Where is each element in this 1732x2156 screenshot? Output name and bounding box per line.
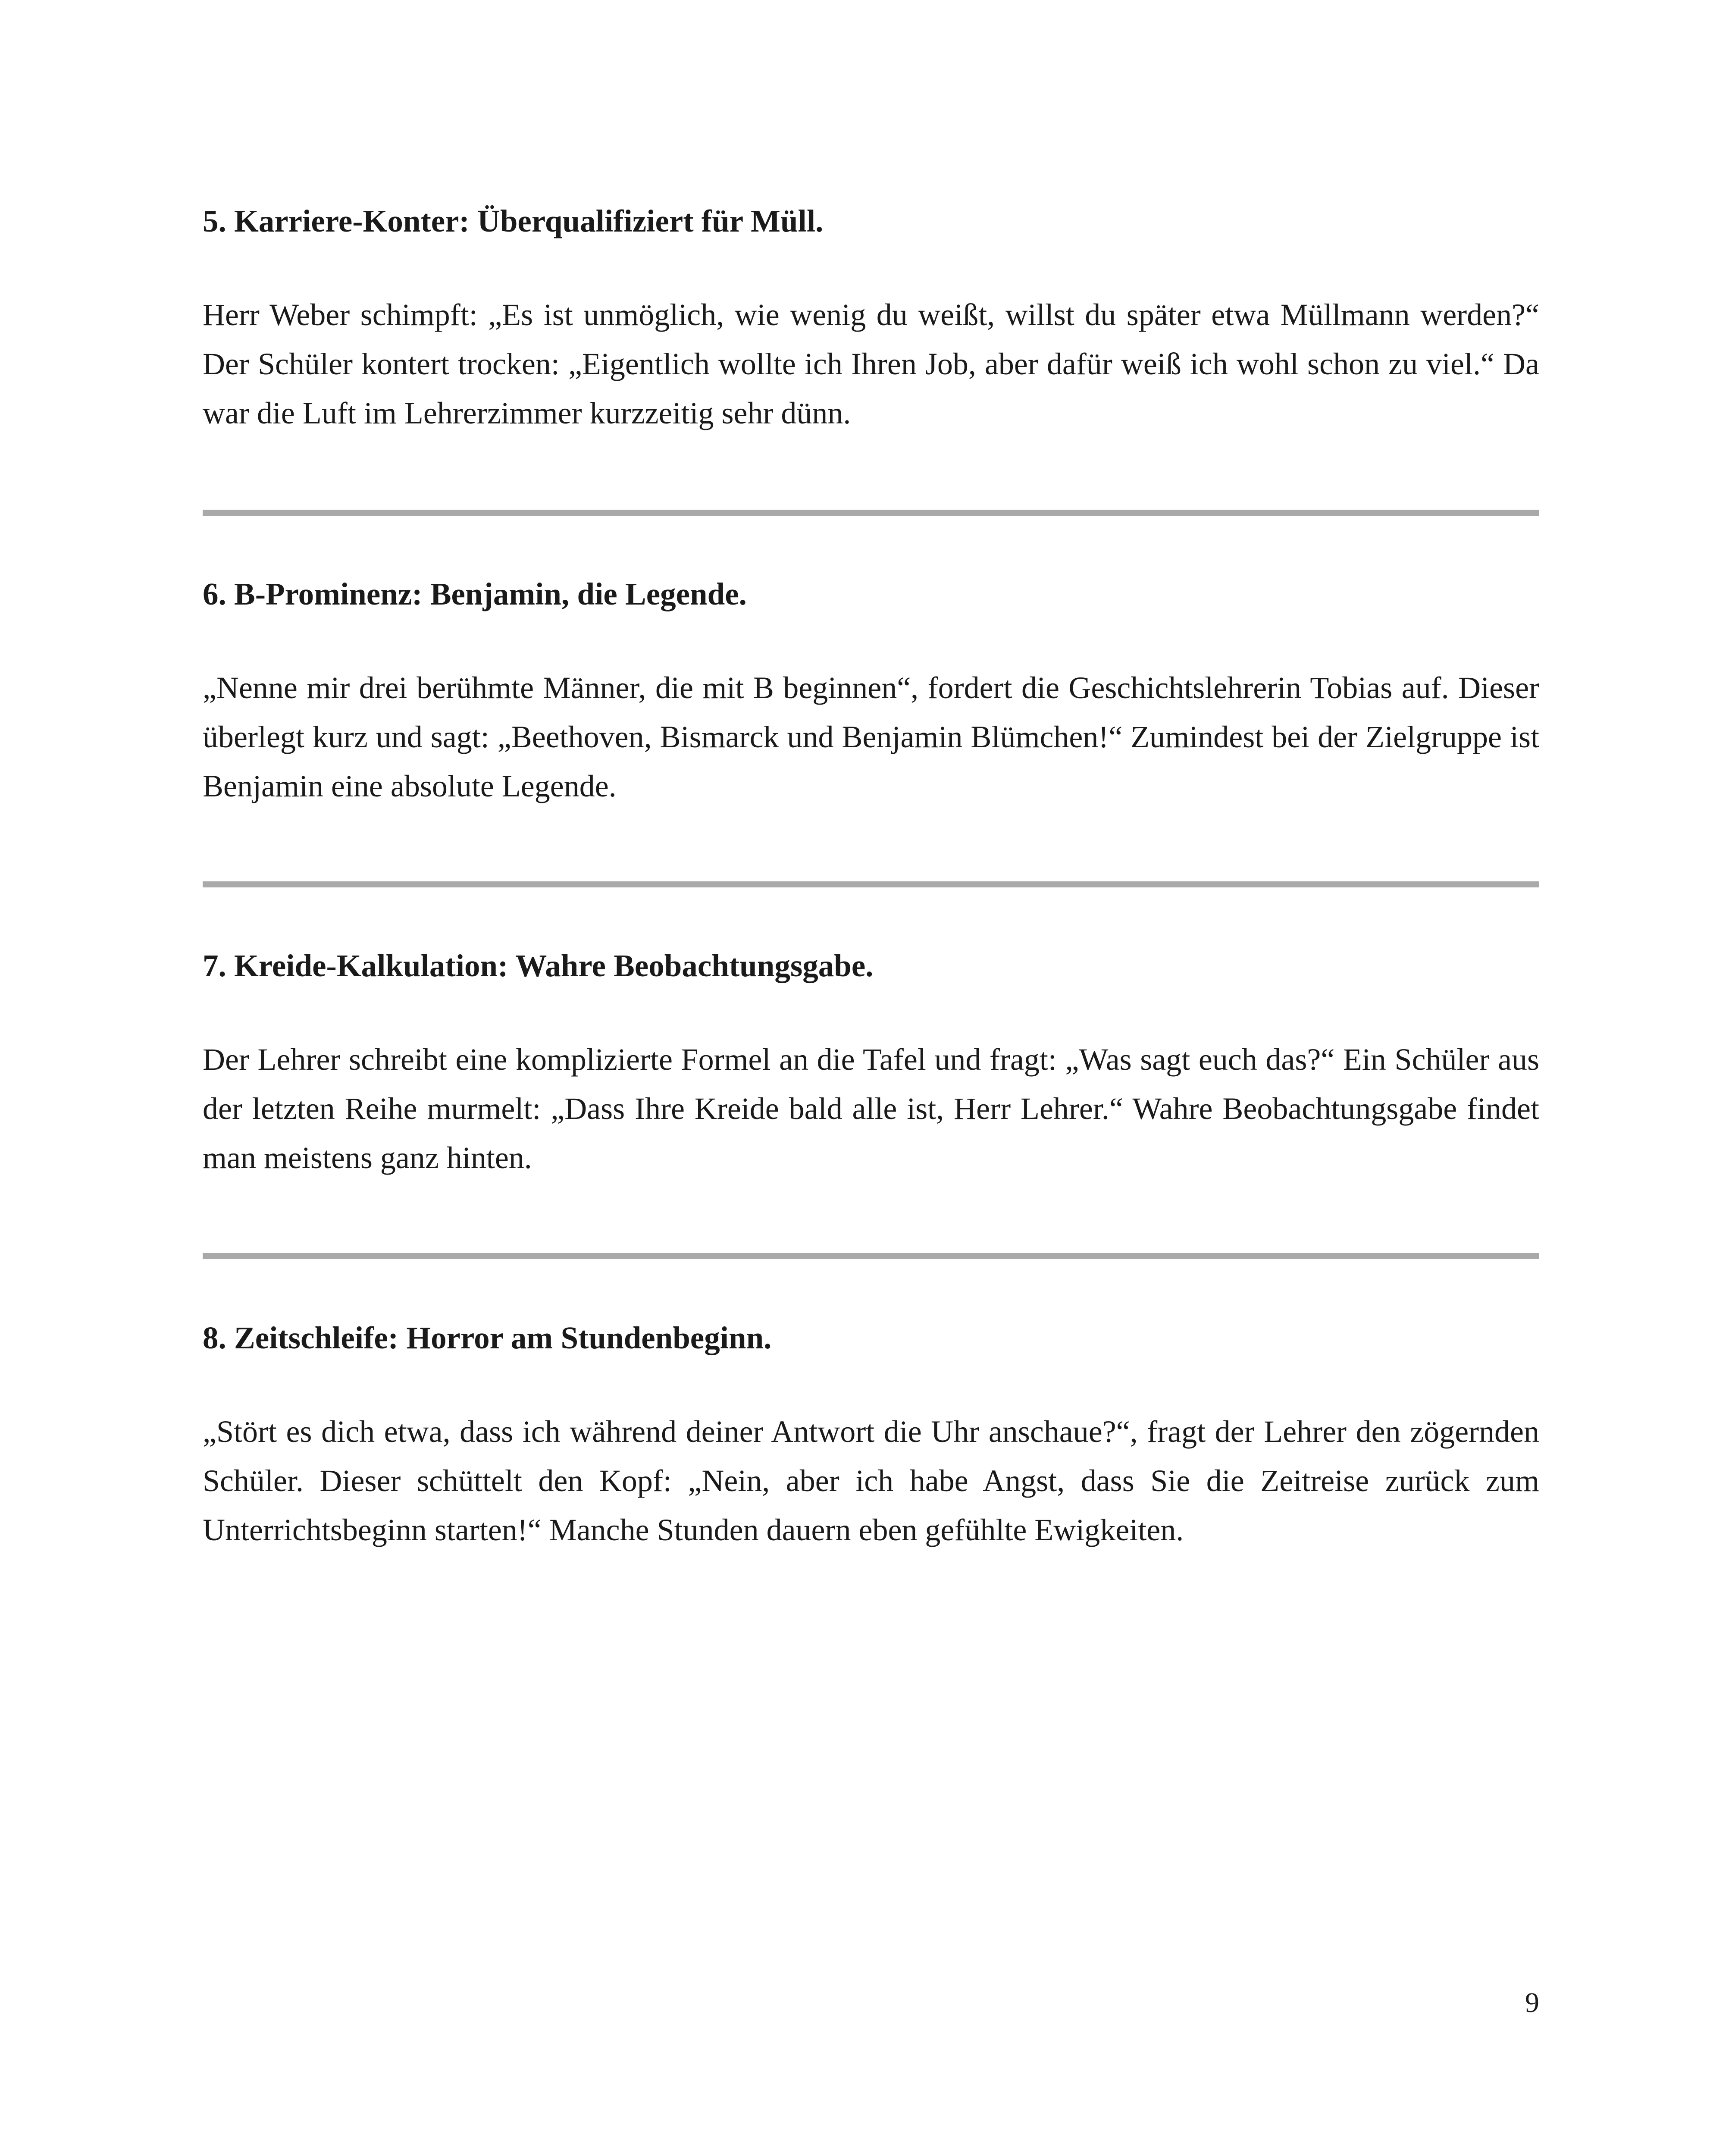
section-body: Der Lehrer schreibt eine komplizierte Formel an die Tafel und fragt: „Was sagt euch das?“ Ein Schüler aus der letzten Reihe murmelt: „Dass Ihre Kreide bald alle ist, Herr Lehrer.“ Wahre Beobachtungsgabe findet man meistens ganz hinten.: [203, 1042, 1539, 1175]
anecdote-section-5: [203, 203, 1539, 438]
section-divider: [203, 1253, 1539, 1259]
anecdote-section-8: [203, 1319, 1539, 1554]
section-body: „Nenne mir drei berühmte Männer, die mit B beginnen“, fordert die Geschichtslehrerin Tobias auf. Dieser überlegt kurz und sagt: „Beethoven, Bismarck und Benjamin Blümchen!“ Zumindest bei der Zielgruppe ist Benjamin eine absolute Legende.: [203, 671, 1539, 803]
page-number: 9: [1525, 1987, 1539, 2018]
anecdote-section-7: [203, 947, 1539, 1182]
section-body: „Stört es dich etwa, dass ich während deiner Antwort die Uhr anschaue?“, fragt der Lehrer den zögernden Schüler. Dieser schüttelt den Kopf: „Nein, aber ich habe Angst, dass Sie die Zeitreise zurück zum Unterrichtsbeginn starten!“ Manche Stunden dauern eben gefühlte Ewigkeiten.: [203, 1414, 1539, 1547]
section-heading: 7. Kreide-Kalkulation: Wahre Beobachtungsgabe.: [203, 948, 874, 983]
section-divider: [203, 510, 1539, 516]
anecdote-section-6: [203, 576, 1539, 811]
section-divider: [203, 881, 1539, 887]
section-heading: 8. Zeitschleife: Horror am Stundenbeginn.: [203, 1320, 772, 1355]
section-heading: 5. Karriere-Konter: Überqualifiziert für Müll.: [203, 204, 824, 238]
section-heading: 6. B-Prominenz: Benjamin, die Legende.: [203, 577, 747, 611]
section-body: Herr Weber schimpft: „Es ist unmöglich, wie wenig du weißt, willst du später etwa Müllmann werden?“ Der Schüler kontert trocken: „Eigentlich wollte ich Ihren Job, aber dafür weiß ich wohl schon zu viel.“ Da war die Luft im Lehrerzimmer kurzzeitig sehr dünn.: [203, 298, 1539, 430]
